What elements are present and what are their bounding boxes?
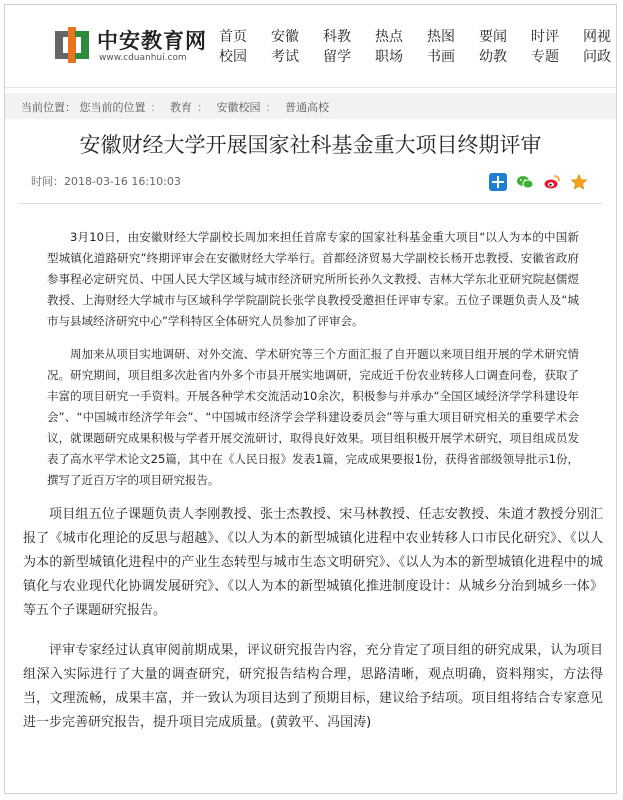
article-paragraph-2: 周加来从项目实地调研、对外交流、学术研究等三个方面汇报了自开题以来项目组开展的学术研究情况。研究期间，项目组多次赴省内外多个市县开展实地调研，完成近千份农业转移人口调查问卷，获取了丰富的项目研究一手资料。开展各种学术交流活动10余次，积极参与并承办“全国区域经济学学科建设年会”、“中国城市经济学年会”、“中国城市经济学会学科建设委员会”等与重大项目研究相关的重要学术会议，就课题研究成果积极与学者开展交流研讨，取得良好效果。项目组积极开展学术研究，项目组成员发表了高水平学术论文25篇，其中在《人民日报》发表1篇，完成成果要报1份，获得省部级领导批示1份，撰写了近百万字的项目研究报告。	[47, 347, 579, 487]
favorite-star-icon[interactable]	[570, 173, 588, 191]
wechat-share-icon[interactable]	[516, 173, 534, 191]
breadcrumb-separator: ：	[197, 101, 208, 114]
nav-label[interactable]: 热点	[375, 29, 403, 45]
nav-label[interactable]: 职场	[375, 49, 403, 65]
nav-label[interactable]: 首页	[219, 29, 247, 45]
nav-item-anhui-exam[interactable]	[263, 27, 307, 67]
nav-item-commentary-topics[interactable]	[523, 27, 567, 67]
breadcrumb-bar	[5, 93, 616, 119]
page-frame	[4, 4, 617, 794]
nav-label[interactable]: 热图	[427, 29, 455, 45]
nav-item-news-preschool[interactable]	[471, 27, 515, 67]
nav-item-video-inquiry[interactable]	[575, 27, 617, 67]
article-paragraph-1: 3月10日，由安徽财经大学副校长周加来担任首席专家的国家社科基金重大项目“以人为本的中国新型城镇化道路研究”终期评审会在安徽财经大学举行。首都经济贸易大学副校长杨开忠教授、安徽省政府参事程必定研究员、中国人民大学区域与城市经济研究所所长孙久文教授、吉林大学东北亚研究院赵儒煜教授、上海财经大学城市与区域科学学院副院长张学良教授受邀担任评审专家。五位子课题负责人及“城市与县域经济研究中心”学科特区全体研究人员参加了评审会。	[47, 230, 579, 328]
nav-item-photos-art[interactable]	[419, 27, 463, 67]
breadcrumb	[21, 99, 329, 115]
qzone-share-icon[interactable]	[489, 173, 507, 191]
article-title: 安徽财经大学开展国家社科基金重大项目终期评审	[79, 133, 542, 157]
title-divider	[19, 203, 602, 204]
nav-label[interactable]: 问政	[583, 49, 611, 65]
nav-label[interactable]: 留学	[323, 49, 351, 65]
logo-text: 中安教育网	[97, 28, 207, 53]
logo-url: www.cduanhui.com	[99, 53, 187, 63]
breadcrumb-item-current[interactable]: 您当前的位置	[79, 101, 146, 114]
nav-label[interactable]: 要闻	[479, 29, 507, 45]
nav-item-home-campus[interactable]	[211, 27, 255, 67]
nav-label[interactable]: 校园	[219, 49, 247, 65]
share-toolbar	[485, 171, 588, 191]
nav-label[interactable]: 科教	[323, 29, 351, 45]
article-body	[23, 227, 603, 751]
article-paragraph-4: 评审专家经过认真审阅前期成果，评议研究报告内容，充分肯定了项目组的研究成果，认为项目组深入实际进行了大量的调查研究，研究报告结构合理，思路清晰，观点明确，资料翔实，方法得当，文理流畅，成果丰富，并一致认为项目达到了预期目标，建议给予结项。项目组将结合专家意见进一步完善研究报告，提升项目完成质量。(黄敦平、冯国涛)	[23, 643, 603, 730]
nav-label[interactable]: 考试	[271, 49, 299, 65]
breadcrumb-separator: ：	[150, 101, 162, 114]
nav-label[interactable]: 幼教	[479, 49, 507, 65]
breadcrumb-item-anhui-campus[interactable]: 安徽校园	[216, 101, 261, 114]
breadcrumb-item-universities[interactable]: 普通高校	[285, 101, 329, 114]
breadcrumb-label: 当前位置：	[21, 101, 76, 114]
site-logo[interactable]	[53, 23, 207, 69]
logo-mark-icon	[53, 27, 91, 63]
site-header	[5, 5, 616, 87]
nav-label[interactable]: 时评	[531, 29, 559, 45]
weibo-share-icon[interactable]	[543, 173, 561, 191]
nav-item-science-abroad[interactable]	[315, 27, 359, 67]
nav-item-hot-career[interactable]	[367, 27, 411, 67]
nav-label[interactable]: 专题	[531, 49, 559, 65]
nav-label[interactable]: 安徽	[271, 29, 299, 45]
breadcrumb-separator: ：	[265, 101, 277, 114]
header-divider	[5, 87, 616, 88]
breadcrumb-item-education[interactable]: 教育	[170, 101, 192, 114]
article-paragraph-3: 项目组五位子课题负责人李刚教授、张士杰教授、宋马林教授、任志安教授、朱道才教授分别汇报了《城市化理论的反思与超越》、《以人为本的新型城镇化进程中农业转移人口市民化研究》、《以人为本的新型城镇化进程中的产业生态转型与城市生态文明研究》、《以人为本的新型城镇化进程中的城镇化与农业现代化协调发展研究》、《以人为本的新型城镇化推进制度设计：从城乡分治到城乡一体》等五个子课题研究报告。	[23, 507, 603, 618]
nav-label[interactable]: 网视	[583, 29, 611, 45]
main-nav	[211, 27, 613, 73]
article-timestamp: 时间：2018-03-16 16:10:03	[31, 175, 181, 188]
nav-label[interactable]: 书画	[427, 49, 455, 65]
